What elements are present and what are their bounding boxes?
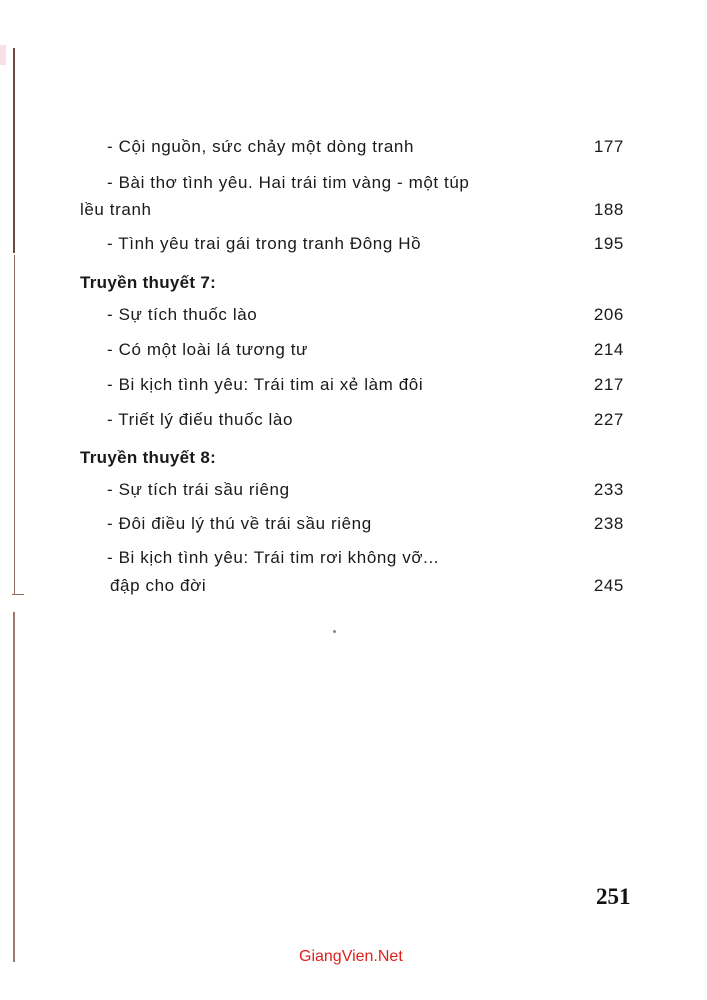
page-binding-edge xyxy=(14,255,15,595)
toc-entry-page: 217 xyxy=(593,375,624,394)
page-binding-edge xyxy=(13,612,15,962)
toc-entry-page: 245 xyxy=(593,576,624,595)
toc-entry-page: 233 xyxy=(593,480,624,499)
page-number: 251 xyxy=(596,884,631,909)
toc-entry-page: 214 xyxy=(593,340,624,359)
toc-entry-title: - Bài thơ tình yêu. Hai trái tim vàng - một túp xyxy=(107,173,470,192)
toc-entry-title: - Cội nguồn, sức chảy một dòng tranh xyxy=(107,137,415,156)
page-binding-edge xyxy=(12,594,24,595)
toc-entry-page: 227 xyxy=(593,410,624,429)
toc-entry-title: - Có một loài lá tương tư xyxy=(107,340,309,359)
scan-speck xyxy=(333,630,336,633)
toc-entry-title: - Sự tích trái sầu riêng xyxy=(107,480,290,499)
toc-entry-title: - Tình yêu trai gái trong tranh Đông Hồ xyxy=(107,234,422,253)
toc-entry-title: - Sự tích thuốc lào xyxy=(107,305,258,324)
toc-entry-title: - Triết lý điếu thuốc lào xyxy=(107,410,294,429)
toc-entry-title: - Bi kịch tình yêu: Trái tim rơi không vỡ... xyxy=(107,548,440,567)
toc-entry-page: 177 xyxy=(593,137,624,156)
page-binding-edge xyxy=(13,48,15,253)
section-heading: Truyền thuyết 7: xyxy=(80,273,217,292)
toc-entry-page: 195 xyxy=(593,234,624,253)
toc-entry-page: 206 xyxy=(593,305,624,324)
toc-entry-page: 238 xyxy=(593,514,624,533)
watermark-link[interactable]: GiangVien.Net xyxy=(299,948,403,965)
section-heading: Truyền thuyết 8: xyxy=(80,448,217,467)
toc-entry-title-cont: lều tranh xyxy=(80,200,152,219)
toc-entry-title: - Đôi điều lý thú về trái sầu riêng xyxy=(107,514,372,533)
toc-entry-title-cont: đập cho đời xyxy=(110,576,207,595)
toc-entry-title: - Bi kịch tình yêu: Trái tim ai xẻ làm đôi xyxy=(107,375,424,394)
toc-entry-page: 188 xyxy=(593,200,624,219)
scan-edge-smudge xyxy=(0,45,6,65)
